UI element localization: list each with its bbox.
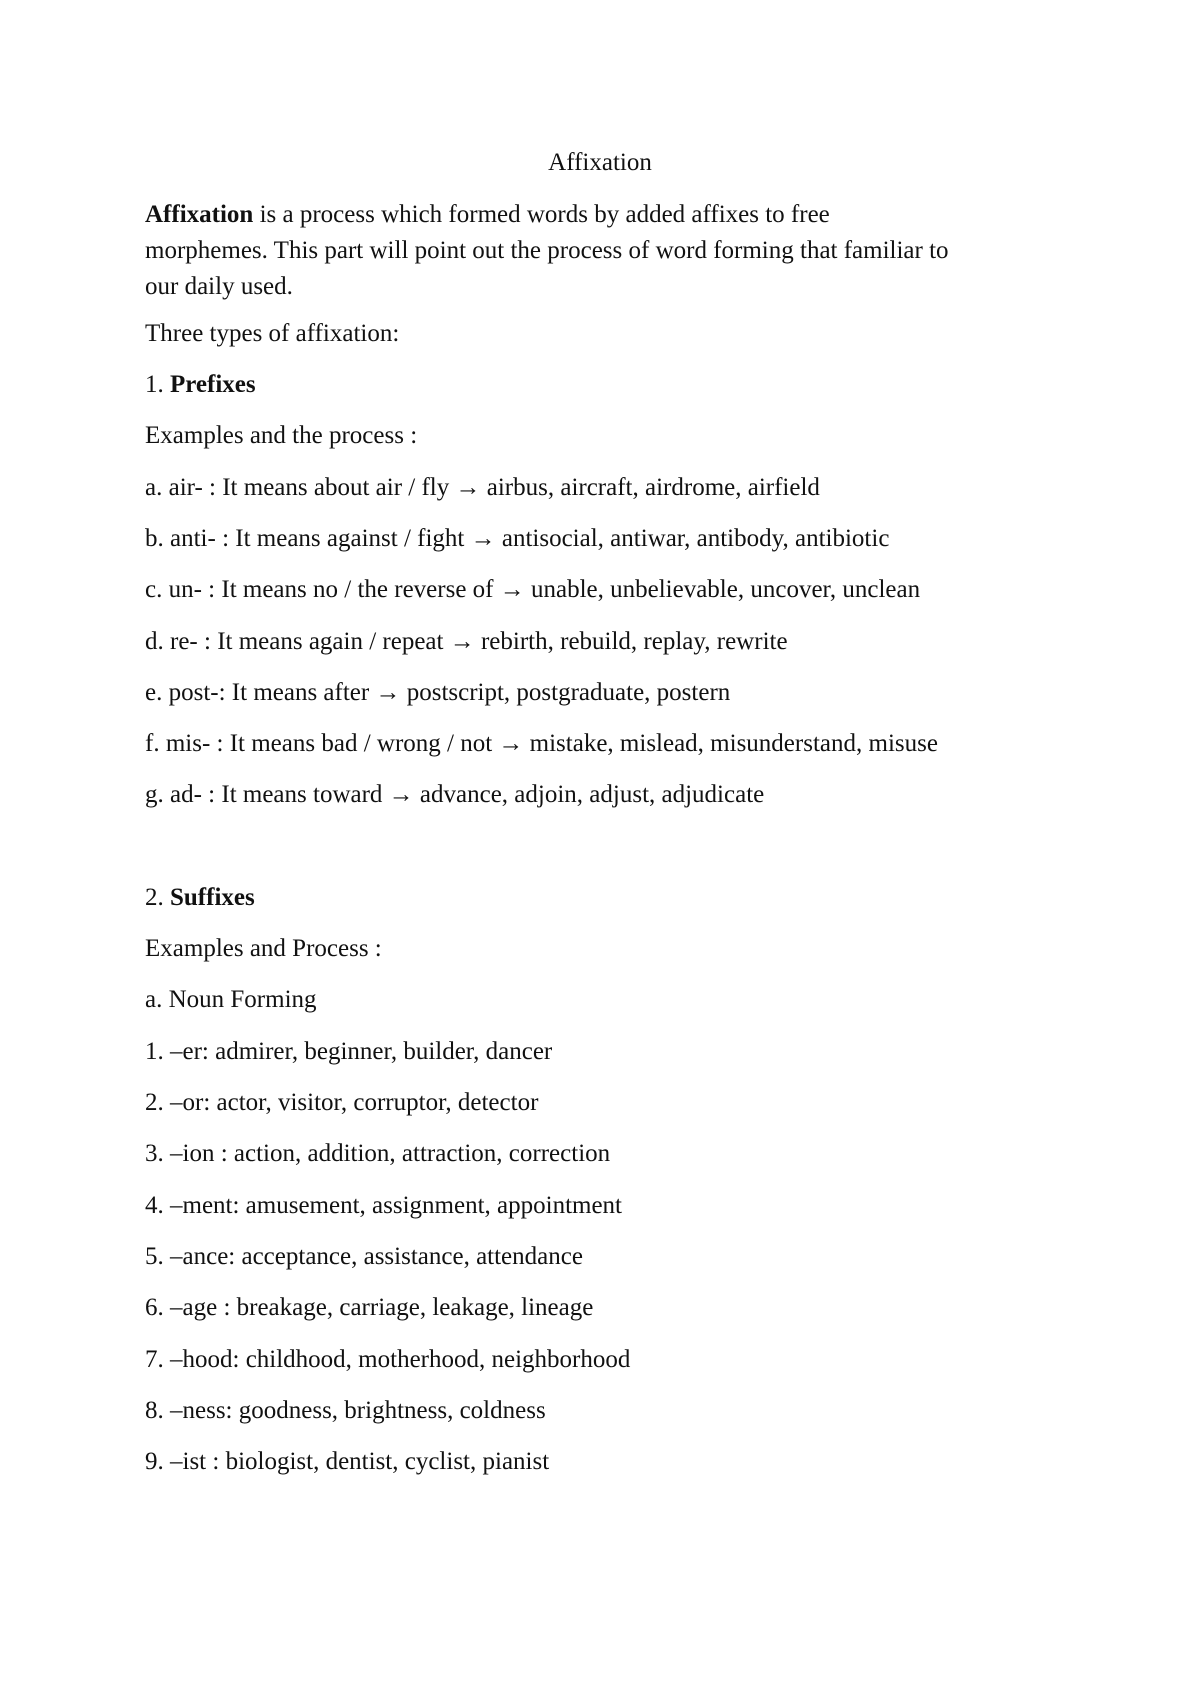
prefix-item: c. un- : It means no / the reverse of → unable, unbelievable, uncover, unclean <box>145 576 921 603</box>
prefix-item: e. post-: It means after → postscript, postgraduate, postern <box>145 679 731 706</box>
suffix-item: 5. –ance: acceptance, assistance, attendance <box>145 1243 583 1270</box>
suffixes-title: Suffixes <box>170 884 255 911</box>
suffix-item: 2. –or: actor, visitor, corruptor, detector <box>145 1089 539 1116</box>
suffix-item: 3. –ion : action, addition, attraction, correction <box>145 1140 611 1167</box>
prefixes-title: Prefixes <box>170 371 256 398</box>
intro-term: Affixation <box>145 201 254 228</box>
intro-paragraph <box>145 197 1075 305</box>
prefix-item: b. anti- : It means against / fight → antisocial, antiwar, antibody, antibiotic <box>145 525 890 552</box>
prefix-item: d. re- : It means again / repeat → rebirth, rebuild, replay, rewrite <box>145 628 788 655</box>
prefix-item: g. ad- : It means toward → advance, adjoin, adjust, adjudicate <box>145 781 765 808</box>
prefixes-examples-label: Examples and the process : <box>145 422 418 449</box>
suffixes-number: 2. <box>145 884 170 911</box>
intro-text-line1: is a process which formed words by added affixes to free <box>253 201 830 228</box>
suffix-item: 8. –ness: goodness, brightness, coldness <box>145 1397 546 1424</box>
prefix-item: f. mis- : It means bad / wrong / not → mistake, mislead, misunderstand, misuse <box>145 730 938 757</box>
suffix-item: 4. –ment: amusement, assignment, appointment <box>145 1192 623 1219</box>
suffixes-examples-label: Examples and Process : <box>145 935 382 962</box>
document-title: Affixation <box>548 149 652 176</box>
suffix-item: 1. –er: admirer, beginner, builder, dancer <box>145 1038 553 1065</box>
types-heading: Three types of affixation: <box>145 320 400 347</box>
prefixes-heading <box>145 369 256 401</box>
prefixes-number: 1. <box>145 371 170 398</box>
intro-text-line2: morphemes. This part will point out the process of word forming that familiar to <box>145 237 949 264</box>
prefix-item: a. air- : It means about air / fly → airbus, aircraft, airdrome, airfield <box>145 474 820 501</box>
suffix-item: 7. –hood: childhood, motherhood, neighborhood <box>145 1346 631 1373</box>
suffixes-subheading: a. Noun Forming <box>145 986 317 1013</box>
suffix-item: 9. –ist : biologist, dentist, cyclist, pianist <box>145 1448 550 1475</box>
suffix-item: 6. –age : breakage, carriage, leakage, lineage <box>145 1294 594 1321</box>
intro-text-line3: our daily used. <box>145 273 293 300</box>
suffixes-heading <box>145 882 255 914</box>
